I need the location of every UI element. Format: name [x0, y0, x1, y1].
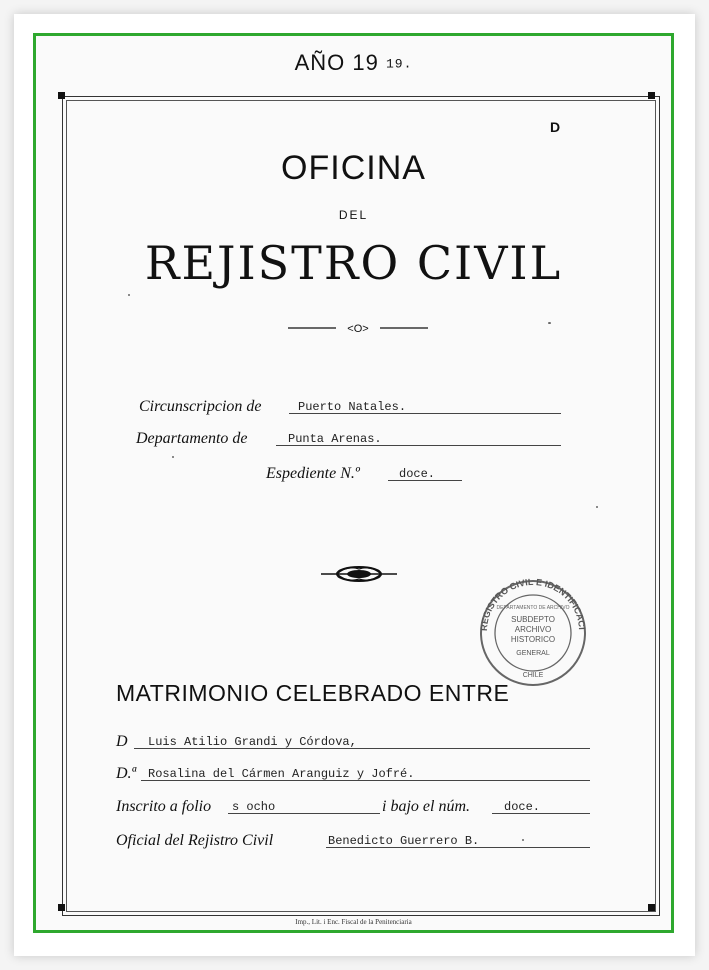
title-del: DEL	[338, 208, 369, 222]
stamp-dept-text: DEPARTAMENTO DE ARCHIVO	[496, 605, 570, 611]
stamp-line4: GENERAL	[516, 650, 550, 657]
circunscripcion-label: Circunscripcion de	[139, 398, 262, 415]
corner-mark-top-right	[648, 92, 655, 99]
groom-label: D	[116, 733, 128, 750]
num-value: doce.	[504, 800, 541, 814]
bride-value: Rosalina del Cármen Aranguiz y Jofré.	[148, 767, 415, 781]
title-oficina: OFICINA	[281, 149, 426, 187]
civil-registry-document	[33, 33, 674, 933]
circunscripcion-value: Puerto Natales.	[298, 400, 407, 414]
archive-stamp	[473, 576, 593, 686]
bride-label: D.ª	[116, 765, 136, 782]
speck	[548, 322, 551, 324]
oficial-label: Oficial del Rejistro Civil	[116, 832, 274, 849]
corner-letter: D	[550, 119, 561, 135]
stamp-outer-text: REGISTRO CIVIL E IDENTIFICACI	[478, 576, 587, 632]
oficial-value: Benedicto Guerrero B.	[328, 834, 480, 848]
groom-value: Luis Atilio Grandi y Córdova,	[148, 735, 357, 749]
year-heading	[36, 50, 671, 76]
num-label: i bajo el núm.	[382, 798, 470, 815]
title-divider	[288, 321, 428, 335]
speck	[128, 294, 130, 296]
folio-label: Inscrito a folio	[116, 798, 212, 815]
marriage-heading: MATRIMONIO CELEBRADO ENTRE	[116, 680, 510, 706]
departamento-value: Punta Arenas.	[288, 432, 382, 446]
divider-glyph: <O>	[347, 323, 369, 335]
ornament-icon	[321, 563, 397, 585]
speck	[522, 839, 524, 841]
corner-mark-bottom-right	[648, 904, 655, 911]
stamp-line3: HISTORICO	[510, 635, 556, 644]
folio-value: s ocho	[232, 800, 276, 814]
stamp-bottom-text: CHILE	[522, 672, 544, 679]
corner-mark-top-left	[58, 92, 65, 99]
espediente-label: Espediente N.º	[266, 465, 360, 482]
year-label: AÑO 19	[294, 50, 379, 75]
corner-mark-bottom-left	[58, 904, 65, 911]
year-handwritten: 19.	[385, 56, 413, 72]
espediente-value: doce.	[399, 467, 436, 481]
printer-credit: Imp., Lit. i Enc. Fiscal de la Penitenciaria	[295, 918, 412, 926]
stamp-line1: SUBDEPTO	[511, 615, 555, 624]
departamento-label: Departamento de	[136, 430, 248, 447]
title-rejistro-civil: REJISTRO CIVIL	[144, 236, 563, 290]
speck	[172, 456, 174, 458]
stamp-line2: ARCHIVO	[514, 625, 552, 634]
speck	[596, 506, 598, 508]
